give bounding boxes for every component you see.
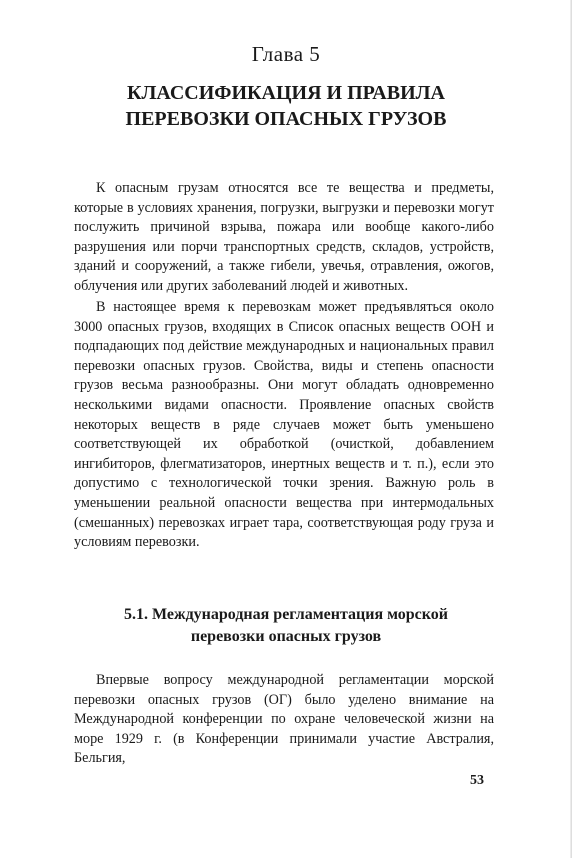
chapter-title bbox=[0, 80, 572, 132]
section-title bbox=[0, 604, 572, 648]
body-paragraph-2: В настоящее время к перевозкам может предъявляться около 3000 опасных грузов, входящих в Список опасных веществ ООН и подпадающих под действие международных и национальных правил перевозки опасных грузов. Свойства, виды и степень опасности грузов весьма разнообразны. Они могут обладать одновременно несколькими видами опасности. Проявление опасных свойств некоторых веществ в ряде случаев может быть уменьшено соответствующей их обработкой (очисткой, добавлением ингибиторов, флегматизаторов, инертных веществ и т. п.), если это допустимо с технологической точки зрения. Важную роль в уменьшении реальной опасности вещества при интермодальных (смешанных) перевозках играет тара, соответствующая роду груза и условиям перевозки. bbox=[74, 299, 494, 551]
section-title-line-2: перевозки опасных грузов bbox=[190, 628, 382, 645]
section-paragraph: Впервые вопросу международной регламентации морской перевозки опасных грузов (ОГ) было уделено внимание на Международной конференции по охране человеческой жизни на море 1929 г. (в Конференции принимали участие Австралия, Бельгия, bbox=[74, 672, 494, 767]
chapter-title-line-1: КЛАССИФИКАЦИЯ И ПРАВИЛА bbox=[127, 82, 445, 104]
chapter-title-line-2: ПЕРЕВОЗКИ ОПАСНЫХ ГРУЗОВ bbox=[125, 108, 447, 130]
body-paragraph-1: К опасным грузам относятся все те вещества и предметы, которые в условиях хранения, погрузки, выгрузки и перевозки могут послужить причиной взрыва, пожара или вообще какого-либо разрушения или порчи транспортных средств, складов, устройств, зданий и сооружений, а также гибели, увечья, отравления, ожогов, облучения или других заболеваний людей и животных. bbox=[74, 180, 494, 294]
page-number: 53 bbox=[470, 773, 484, 788]
section-title-line-1: 5.1. Международная регламентация морской bbox=[123, 606, 449, 623]
chapter-label: Глава 5 bbox=[251, 42, 321, 66]
